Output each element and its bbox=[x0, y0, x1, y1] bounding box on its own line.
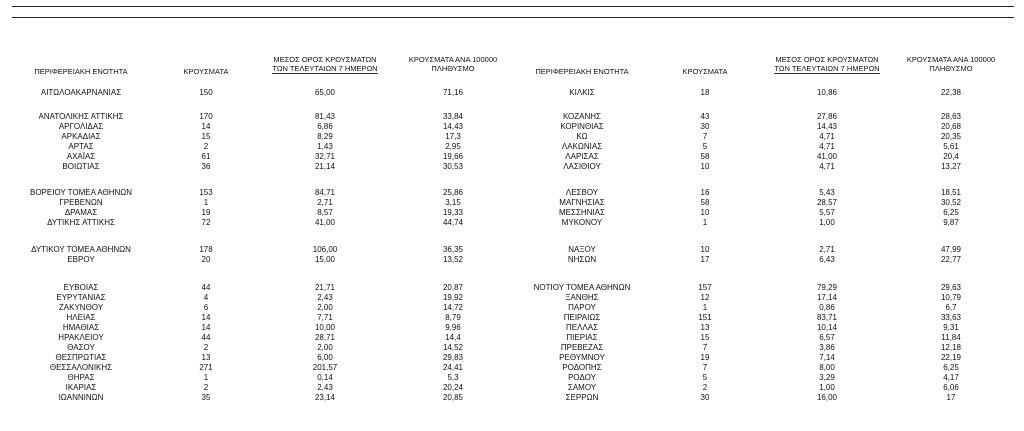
right-cell-cases: 1 bbox=[702, 218, 708, 227]
right-cell-per100k: 6,25 bbox=[943, 363, 959, 372]
left-cell-cases: 44 bbox=[201, 283, 211, 292]
right-cell-avg7: 5,43 bbox=[819, 188, 835, 197]
left-cell-region: ΔΥΤΙΚΗΣ ΑΤΤΙΚΗΣ bbox=[47, 218, 115, 227]
right-cell-cases: 10 bbox=[700, 208, 710, 217]
right-cell-per100k: 13,27 bbox=[940, 162, 962, 171]
right-cell-cases: 2 bbox=[702, 383, 708, 392]
right-cell-per100k: 22,38 bbox=[940, 88, 962, 97]
right-cell-avg7: 27,86 bbox=[816, 112, 838, 121]
left-cell-avg7: 7,71 bbox=[317, 313, 333, 322]
right-cell-region: ΡΕΘΥΜΝΟΥ bbox=[559, 353, 605, 362]
header-right-cases: ΚΡΟΥΣΜΑΤΑ bbox=[682, 67, 728, 76]
right-cell-region: ΠΕΛΛΑΣ bbox=[565, 323, 599, 332]
right-cell-per100k: 9,87 bbox=[943, 218, 959, 227]
right-cell-region: ΠΙΕΡΙΑΣ bbox=[566, 333, 598, 342]
left-cell-region: ΗΜΑΘΙΑΣ bbox=[62, 323, 100, 332]
left-cell-region: ΒΟΡΕΙΟΥ ΤΟΜΕΑ ΑΘΗΝΩΝ bbox=[29, 188, 133, 197]
right-cell-region: ΠΕΙΡΑΙΩΣ bbox=[563, 313, 601, 322]
left-cell-region: ΗΛΕΙΑΣ bbox=[66, 313, 96, 322]
left-cell-cases: 72 bbox=[201, 218, 211, 227]
left-cell-per100k: 9,96 bbox=[445, 323, 461, 332]
left-cell-avg7: 41,00 bbox=[314, 218, 336, 227]
left-cell-avg7: 65,00 bbox=[314, 88, 336, 97]
left-cell-cases: 2 bbox=[203, 343, 209, 352]
right-cell-avg7: 41,00 bbox=[816, 152, 838, 161]
right-cell-region: ΚΩ bbox=[576, 132, 588, 141]
left-cell-per100k: 14,43 bbox=[442, 122, 464, 131]
right-cell-region: ΜΑΓΝΗΣΙΑΣ bbox=[559, 198, 605, 207]
right-cell-cases: 18 bbox=[700, 88, 710, 97]
left-cell-avg7: 2,00 bbox=[317, 343, 333, 352]
right-cell-cases: 151 bbox=[698, 313, 712, 322]
left-cell-cases: 2 bbox=[203, 383, 209, 392]
right-cell-avg7: 4,71 bbox=[819, 142, 835, 151]
right-cell-per100k: 18,51 bbox=[940, 188, 962, 197]
left-cell-region: ΑΡΓΟΛΙΔΑΣ bbox=[58, 122, 104, 131]
right-cell-avg7: 16,00 bbox=[816, 393, 838, 402]
right-cell-per100k: 47,99 bbox=[940, 245, 962, 254]
left-cell-cases: 153 bbox=[199, 188, 213, 197]
left-cell-region: ΖΑΚΥΝΘΟΥ bbox=[58, 303, 104, 312]
left-cell-per100k: 20,87 bbox=[442, 283, 464, 292]
right-cell-cases: 157 bbox=[698, 283, 712, 292]
right-cell-region: ΝΑΞΟΥ bbox=[568, 245, 596, 254]
right-cell-avg7: 1,00 bbox=[819, 383, 835, 392]
left-cell-per100k: 14,4 bbox=[445, 333, 461, 342]
right-cell-cases: 43 bbox=[700, 112, 710, 121]
right-cell-avg7: 1,00 bbox=[819, 218, 835, 227]
left-cell-avg7: 201,57 bbox=[312, 363, 338, 372]
right-cell-cases: 17 bbox=[700, 255, 710, 264]
right-cell-cases: 10 bbox=[700, 245, 710, 254]
left-cell-avg7: 6,00 bbox=[317, 353, 333, 362]
left-cell-avg7: 32,71 bbox=[314, 152, 336, 161]
left-cell-region: ΒΟΙΩΤΙΑΣ bbox=[62, 162, 100, 171]
left-cell-cases: 1 bbox=[203, 373, 209, 382]
left-cell-region: ΑΡΚΑΔΙΑΣ bbox=[61, 132, 101, 141]
right-cell-region: ΡΟΔΟΥ bbox=[568, 373, 596, 382]
left-cell-per100k: 5,3 bbox=[447, 373, 459, 382]
right-cell-region: ΣΑΜΟΥ bbox=[567, 383, 597, 392]
left-cell-per100k: 3,15 bbox=[445, 198, 461, 207]
left-cell-cases: 14 bbox=[201, 122, 211, 131]
header-left-region: ΠΕΡΙΦΕΡΕΙΑΚΗ ΕΝΟΤΗΤΑ bbox=[34, 67, 128, 76]
right-cell-avg7: 4,71 bbox=[819, 132, 835, 141]
left-cell-avg7: 1,43 bbox=[317, 142, 333, 151]
left-cell-cases: 170 bbox=[199, 112, 213, 121]
left-cell-per100k: 8,79 bbox=[445, 313, 461, 322]
left-cell-avg7: 8,57 bbox=[317, 208, 333, 217]
right-cell-region: ΛΑΡΙΣΑΣ bbox=[565, 152, 599, 161]
left-cell-avg7: 21,14 bbox=[314, 162, 336, 171]
left-cell-per100k: 19,92 bbox=[442, 293, 464, 302]
right-cell-avg7: 28,57 bbox=[816, 198, 838, 207]
header-left-cases: ΚΡΟΥΣΜΑΤΑ bbox=[183, 67, 229, 76]
left-cell-avg7: 106,00 bbox=[312, 245, 338, 254]
header-right-per100k-line1: ΚΡΟΥΣΜΑΤΑ ΑΝΑ 100000 bbox=[906, 55, 996, 64]
right-cell-avg7: 3,29 bbox=[819, 373, 835, 382]
right-cell-per100k: 5,61 bbox=[943, 142, 959, 151]
header-left-per100k bbox=[388, 55, 518, 73]
right-cell-per100k: 20,35 bbox=[940, 132, 962, 141]
right-cell-per100k: 11,84 bbox=[941, 333, 961, 342]
header-right-per100k-line2: ΠΛΗΘΥΣΜΟ bbox=[929, 64, 973, 73]
right-cell-avg7: 79,29 bbox=[816, 283, 838, 292]
left-cell-per100k: 2,95 bbox=[445, 142, 461, 151]
right-cell-avg7: 4,71 bbox=[819, 162, 835, 171]
right-cell-per100k: 6,25 bbox=[943, 208, 959, 217]
left-cell-per100k: 24,41 bbox=[442, 363, 464, 372]
right-cell-per100k: 22,77 bbox=[940, 255, 962, 264]
left-cell-per100k: 20,24 bbox=[442, 383, 464, 392]
header-left-per100k-line1: ΚΡΟΥΣΜΑΤΑ ΑΝΑ 100000 bbox=[408, 55, 498, 64]
right-cell-region: ΣΕΡΡΩΝ bbox=[565, 393, 599, 402]
left-cell-per100k: 14,52 bbox=[442, 343, 464, 352]
right-cell-per100k: 33,63 bbox=[940, 313, 962, 322]
right-cell-per100k: 20,4 bbox=[943, 152, 959, 161]
header-left-avg bbox=[260, 55, 390, 74]
right-cell-per100k: 22,19 bbox=[940, 353, 962, 362]
left-cell-region: ΑΝΑΤΟΛΙΚΗΣ ΑΤΤΙΚΗΣ bbox=[38, 112, 124, 121]
right-cell-avg7: 5,57 bbox=[819, 208, 835, 217]
left-cell-per100k: 19,66 bbox=[442, 152, 464, 161]
right-cell-region: ΜΕΣΣΗΝΙΑΣ bbox=[559, 208, 605, 217]
left-cell-avg7: 0,14 bbox=[317, 373, 333, 382]
left-cell-region: ΘΕΣΠΡΩΤΙΑΣ bbox=[55, 353, 107, 362]
left-cell-avg7: 23,14 bbox=[314, 393, 336, 402]
right-cell-per100k: 6,06 bbox=[943, 383, 959, 392]
header-right-per100k bbox=[884, 55, 1018, 73]
left-cell-per100k: 44,74 bbox=[442, 218, 464, 227]
left-cell-avg7: 15,00 bbox=[314, 255, 336, 264]
left-cell-cases: 19 bbox=[201, 208, 211, 217]
right-cell-avg7: 10,86 bbox=[816, 88, 838, 97]
right-cell-region: ΚΟΡΙΝΘΙΑΣ bbox=[560, 122, 604, 131]
right-cell-region: ΛΕΣΒΟΥ bbox=[565, 188, 599, 197]
left-cell-cases: 271 bbox=[199, 363, 213, 372]
right-cell-region: ΞΑΝΘΗΣ bbox=[565, 293, 599, 302]
header-left-per100k-line2: ΠΛΗΘΥΣΜΟ bbox=[431, 64, 475, 73]
right-cell-cases: 58 bbox=[700, 152, 710, 161]
left-cell-cases: 61 bbox=[201, 152, 211, 161]
left-cell-per100k: 36,35 bbox=[442, 245, 464, 254]
right-cell-cases: 12 bbox=[700, 293, 710, 302]
header-right-avg-line1: ΜΕΣΟΣ ΟΡΟΣ ΚΡΟΥΣΜΑΤΩΝ bbox=[775, 55, 879, 64]
left-cell-region: ΙΩΑΝΝΙΝΩΝ bbox=[58, 393, 104, 402]
left-cell-per100k: 17,3 bbox=[445, 132, 461, 141]
left-cell-cases: 14 bbox=[201, 313, 211, 322]
right-cell-region: ΜΥΚΟΝΟΥ bbox=[561, 218, 603, 227]
left-cell-avg7: 2,43 bbox=[317, 293, 333, 302]
right-cell-per100k: 28,63 bbox=[940, 112, 962, 121]
left-cell-cases: 20 bbox=[201, 255, 211, 264]
left-cell-region: ΑΧΑΪΑΣ bbox=[66, 152, 96, 161]
right-cell-per100k: 20,68 bbox=[940, 122, 962, 131]
left-cell-region: ΕΥΡΥΤΑΝΙΑΣ bbox=[56, 293, 106, 302]
header-right-region: ΠΕΡΙΦΕΡΕΙΑΚΗ ΕΝΟΤΗΤΑ bbox=[535, 67, 629, 76]
left-cell-per100k: 13,52 bbox=[442, 255, 464, 264]
left-cell-region: ΕΥΒΟΙΑΣ bbox=[63, 283, 99, 292]
header-right-avg-line2: ΤΩΝ ΤΕΛΕΥΤΑΙΩΝ 7 ΗΜΕΡΩΝ bbox=[774, 64, 880, 73]
left-cell-cases: 36 bbox=[201, 162, 211, 171]
left-cell-region: ΑΡΤΑΣ bbox=[68, 142, 94, 151]
right-cell-region: ΚΟΖΑΝΗΣ bbox=[562, 112, 602, 121]
left-cell-cases: 1 bbox=[203, 198, 209, 207]
right-cell-per100k: 29,63 bbox=[940, 283, 962, 292]
right-cell-per100k: 9,31 bbox=[943, 323, 959, 332]
right-cell-avg7: 3,86 bbox=[819, 343, 835, 352]
right-cell-avg7: 0,86 bbox=[819, 303, 835, 312]
right-cell-region: ΡΟΔΟΠΗΣ bbox=[562, 363, 602, 372]
right-cell-per100k: 10,79 bbox=[940, 293, 962, 302]
right-cell-cases: 13 bbox=[700, 323, 710, 332]
left-cell-region: ΔΡΑΜΑΣ bbox=[64, 208, 98, 217]
left-cell-per100k: 30,53 bbox=[442, 162, 464, 171]
left-cell-avg7: 2,00 bbox=[317, 303, 333, 312]
left-cell-cases: 2 bbox=[203, 142, 209, 151]
right-cell-region: ΠΡΕΒΕΖΑΣ bbox=[560, 343, 604, 352]
left-cell-cases: 178 bbox=[199, 245, 213, 254]
right-cell-region: ΛΑΚΩΝΙΑΣ bbox=[561, 142, 603, 151]
left-cell-avg7: 21,71 bbox=[314, 283, 336, 292]
left-cell-avg7: 2,71 bbox=[317, 198, 333, 207]
left-cell-per100k: 19,33 bbox=[442, 208, 464, 217]
left-cell-avg7: 6,86 bbox=[317, 122, 333, 131]
right-cell-cases: 5 bbox=[702, 142, 708, 151]
left-cell-avg7: 84,71 bbox=[314, 188, 336, 197]
right-cell-cases: 7 bbox=[702, 343, 708, 352]
left-cell-region: ΕΒΡΟΥ bbox=[67, 255, 95, 264]
left-cell-region: ΘΕΣΣΑΛΟΝΙΚΗΣ bbox=[49, 363, 113, 372]
left-cell-per100k: 33,84 bbox=[442, 112, 464, 121]
left-cell-per100k: 14,72 bbox=[442, 303, 464, 312]
left-cell-per100k: 25,86 bbox=[442, 188, 464, 197]
left-cell-region: ΘΑΣΟΥ bbox=[67, 343, 95, 352]
right-cell-avg7: 6,43 bbox=[819, 255, 835, 264]
right-cell-cases: 5 bbox=[702, 373, 708, 382]
left-cell-per100k: 29,83 bbox=[442, 353, 464, 362]
right-cell-region: ΠΑΡΟΥ bbox=[568, 303, 596, 312]
right-cell-per100k: 30,52 bbox=[940, 198, 962, 207]
right-cell-cases: 30 bbox=[700, 122, 710, 131]
second-rule bbox=[12, 17, 1014, 18]
left-cell-avg7: 8,29 bbox=[317, 132, 333, 141]
right-cell-avg7: 17,14 bbox=[816, 293, 838, 302]
top-rule bbox=[12, 6, 1014, 7]
right-cell-avg7: 6,57 bbox=[819, 333, 835, 342]
right-cell-region: ΚΙΛΚΙΣ bbox=[569, 88, 595, 97]
right-cell-avg7: 14,43 bbox=[816, 122, 838, 131]
right-cell-cases: 30 bbox=[700, 393, 710, 402]
right-cell-per100k: 17 bbox=[946, 393, 956, 402]
right-cell-avg7: 2,71 bbox=[819, 245, 835, 254]
right-cell-region: ΝΟΤΙΟΥ ΤΟΜΕΑ ΑΘΗΝΩΝ bbox=[533, 283, 631, 292]
right-cell-per100k: 4,17 bbox=[943, 373, 959, 382]
right-cell-cases: 1 bbox=[702, 303, 708, 312]
right-cell-cases: 7 bbox=[702, 363, 708, 372]
right-cell-avg7: 10,14 bbox=[816, 323, 838, 332]
left-cell-per100k: 20,85 bbox=[442, 393, 464, 402]
right-cell-region: ΛΑΣΙΘΙΟΥ bbox=[563, 162, 601, 171]
left-cell-cases: 13 bbox=[201, 353, 211, 362]
header-left-avg-line2: ΤΩΝ ΤΕΛΕΥΤΑΙΩΝ 7 ΗΜΕΡΩΝ bbox=[272, 64, 378, 73]
left-cell-cases: 150 bbox=[199, 88, 213, 97]
left-cell-region: ΘΗΡΑΣ bbox=[67, 373, 95, 382]
left-cell-avg7: 28,71 bbox=[314, 333, 336, 342]
right-cell-region: ΝΗΣΩΝ bbox=[567, 255, 597, 264]
right-cell-cases: 7 bbox=[702, 132, 708, 141]
header-right-avg bbox=[762, 55, 892, 74]
left-cell-region: ΗΡΑΚΛΕΙΟΥ bbox=[58, 333, 104, 342]
right-cell-avg7: 83,71 bbox=[816, 313, 838, 322]
right-cell-cases: 19 bbox=[700, 353, 710, 362]
left-cell-avg7: 2,43 bbox=[317, 383, 333, 392]
left-cell-region: ΔΥΤΙΚΟΥ ΤΟΜΕΑ ΑΘΗΝΩΝ bbox=[31, 245, 131, 254]
left-cell-cases: 6 bbox=[203, 303, 209, 312]
left-cell-region: ΓΡΕΒΕΝΩΝ bbox=[59, 198, 103, 207]
left-cell-cases: 35 bbox=[201, 393, 211, 402]
right-cell-per100k: 6,7 bbox=[945, 303, 957, 312]
left-cell-per100k: 71,16 bbox=[442, 88, 464, 97]
header-left-avg-line1: ΜΕΣΟΣ ΟΡΟΣ ΚΡΟΥΣΜΑΤΩΝ bbox=[273, 55, 377, 64]
right-cell-avg7: 8,00 bbox=[819, 363, 835, 372]
right-cell-avg7: 7,14 bbox=[819, 353, 835, 362]
left-cell-avg7: 10,00 bbox=[314, 323, 336, 332]
right-cell-per100k: 12,18 bbox=[940, 343, 962, 352]
right-cell-cases: 16 bbox=[700, 188, 710, 197]
left-cell-cases: 4 bbox=[203, 293, 209, 302]
right-cell-cases: 58 bbox=[700, 198, 710, 207]
left-cell-region: ΑΙΤΩΛΟΑΚΑΡΝΑΝΙΑΣ bbox=[40, 88, 122, 97]
left-cell-region: ΙΚΑΡΙΑΣ bbox=[65, 383, 97, 392]
right-cell-cases: 15 bbox=[700, 333, 710, 342]
left-cell-cases: 15 bbox=[201, 132, 211, 141]
right-cell-cases: 10 bbox=[700, 162, 710, 171]
left-cell-avg7: 81,43 bbox=[314, 112, 336, 121]
left-cell-cases: 14 bbox=[201, 323, 211, 332]
left-cell-cases: 44 bbox=[201, 333, 211, 342]
